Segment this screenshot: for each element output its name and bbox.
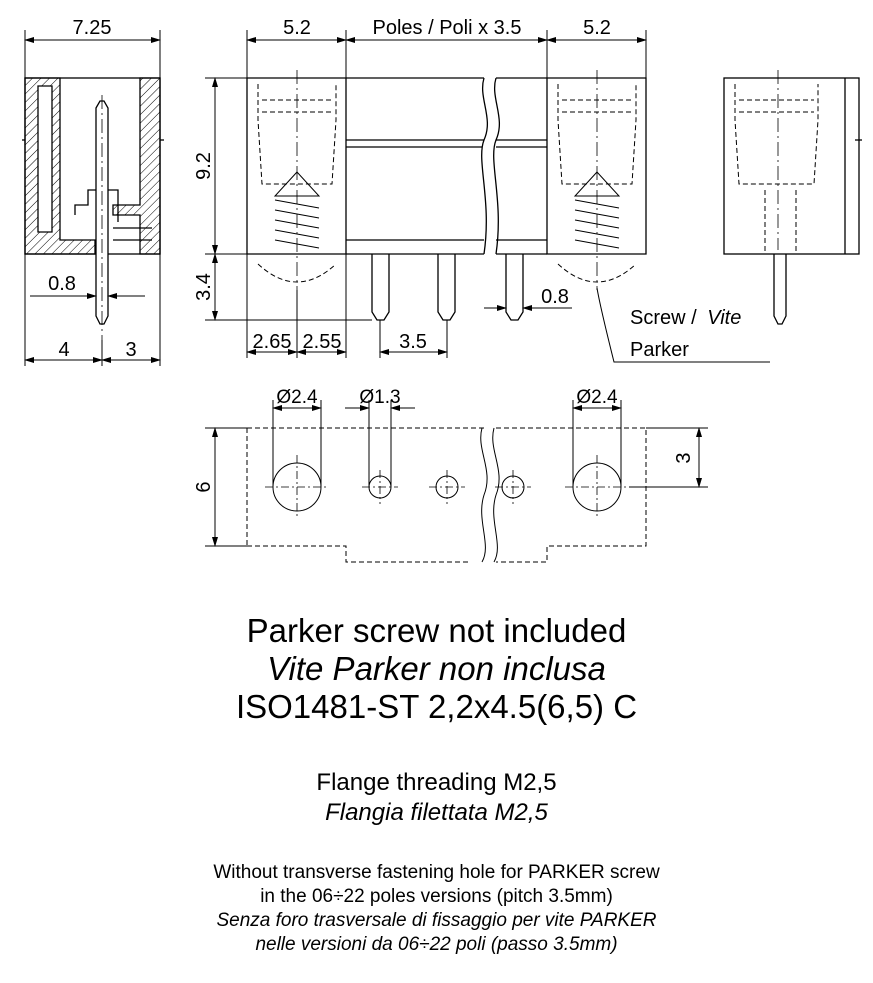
note-screw-it: Vite Parker non inclusa [267, 650, 606, 687]
dim-height-pin: 3.4 [193, 273, 215, 301]
side-section-view [22, 78, 164, 340]
dim-width-side: 7.25 [72, 17, 112, 39]
dim-flange-right: 5.2 [583, 17, 611, 39]
dim-height-body: 9.2 [193, 152, 215, 180]
pcb-footprint [205, 400, 708, 562]
screw-callout-it: Vite [707, 307, 742, 329]
note-hole-it-b: nelle versioni da 06÷22 poli (passo 3.5mm) [255, 934, 618, 955]
front-view [247, 70, 646, 320]
dim-side-base-left: 4 [58, 339, 70, 361]
screw-callout [630, 307, 741, 329]
dim-flange-left: 5.2 [283, 17, 311, 39]
end-view [724, 70, 862, 324]
dim-side-base-right: 3 [125, 339, 137, 361]
note-hole-en-a: Without transverse fastening hole for PARKER screw [213, 862, 660, 883]
parker-screw-note [0, 612, 873, 726]
dim-pin-width-front: 0.8 [541, 286, 569, 308]
fastening-hole-note [0, 861, 873, 957]
dim-poles-pitch: Poles / Poli x 3.5 [372, 17, 522, 39]
dim-hole-dia-right: Ø2.4 [576, 387, 618, 408]
note-hole-it-a: Senza foro trasversale di fissaggio per vite PARKER [216, 910, 657, 931]
dim-footprint-half: 3 [673, 452, 695, 464]
dim-pin-pitch: 3.5 [399, 331, 427, 353]
note-flange-en: Flange threading M2,5 [316, 769, 557, 796]
note-hole-en-b: in the 06÷22 poles versions (pitch 3.5mm) [260, 886, 613, 907]
note-screw-en: Parker screw not included [246, 612, 627, 649]
dim-footprint-depth: 6 [193, 481, 215, 493]
dim-offset-left-a: 2.65 [252, 331, 292, 353]
screw-callout-en: Screw / [630, 307, 697, 329]
dim-hole-dia-pin: Ø1.3 [359, 387, 401, 408]
dim-offset-left-b: 2.55 [302, 331, 342, 353]
screw-callout-type: Parker [630, 339, 689, 361]
flange-thread-note [0, 768, 873, 828]
dim-pin-width-side: 0.8 [48, 273, 76, 295]
note-screw-standard: ISO1481-ST 2,2x4.5(6,5) C [235, 688, 638, 725]
dim-hole-dia-left: Ø2.4 [276, 387, 318, 408]
note-flange-it: Flangia filettata M2,5 [325, 799, 548, 826]
